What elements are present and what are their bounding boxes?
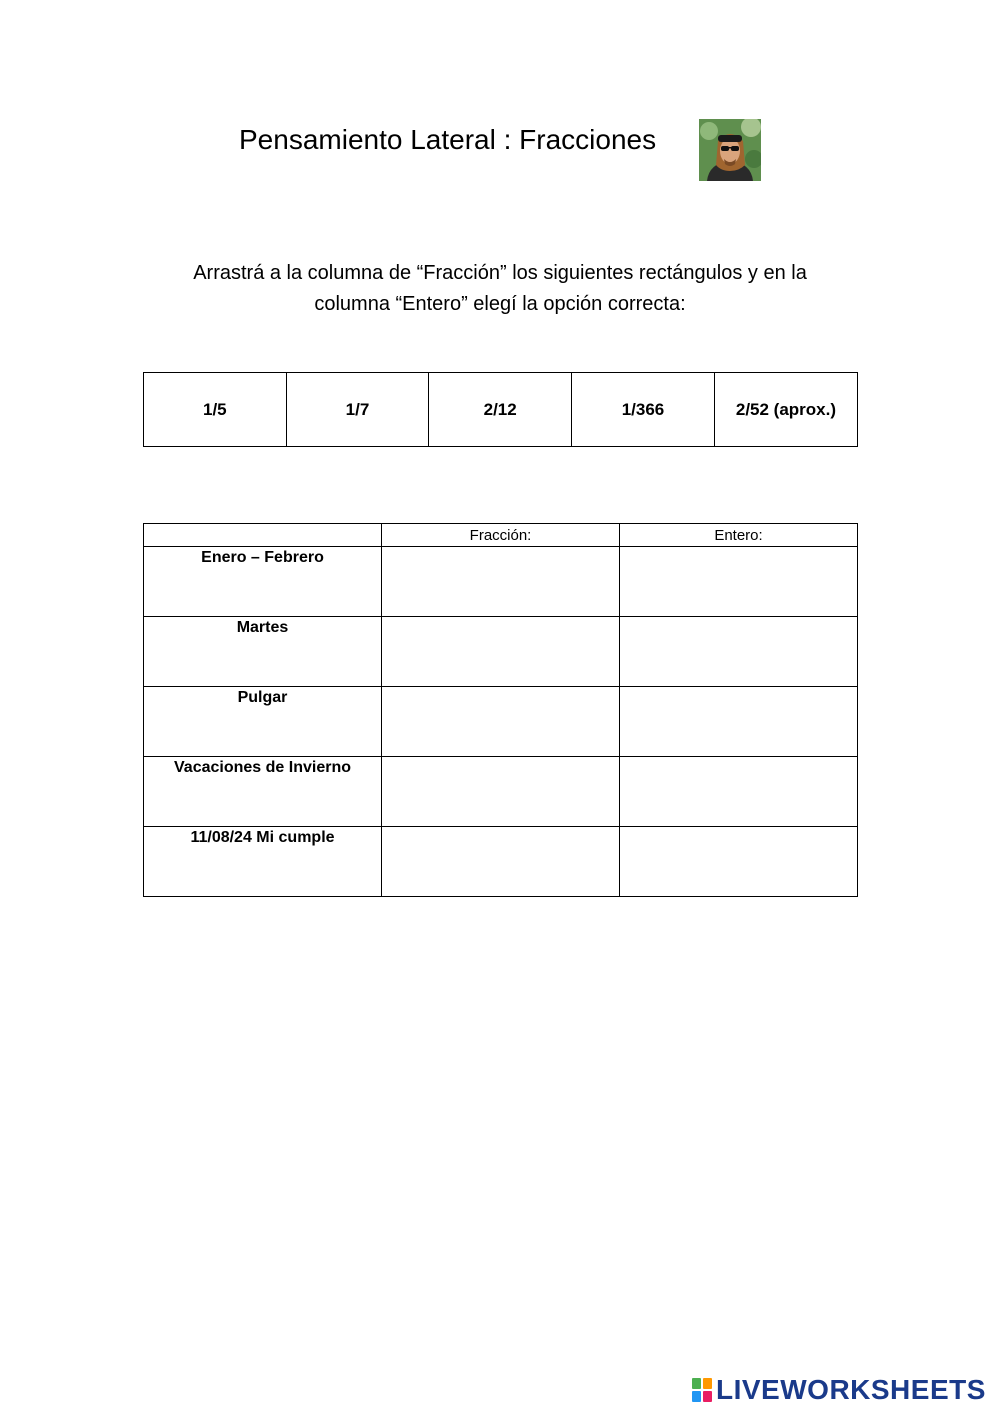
header-entero: Entero: <box>620 524 858 547</box>
row-label: Pulgar <box>144 687 382 757</box>
draggable-fraction-option[interactable]: 1/5 <box>144 373 287 447</box>
liveworksheets-logo-icon <box>692 1378 712 1402</box>
entero-select[interactable] <box>620 827 858 897</box>
instructions <box>140 258 860 320</box>
logo-square <box>703 1378 712 1389</box>
logo-square <box>703 1391 712 1402</box>
fraccion-drop-zone[interactable] <box>382 757 620 827</box>
entero-select[interactable] <box>620 617 858 687</box>
instructions-line-1: Arrastrá a la columna de “Fracción” los siguientes rectángulos y en la <box>193 262 807 284</box>
brand-name: LIVEWORKSHEETS <box>716 1374 986 1405</box>
row-label: 11/08/24 Mi cumple <box>144 827 382 897</box>
fraccion-drop-zone[interactable] <box>382 827 620 897</box>
table-row <box>144 687 858 757</box>
draggable-fraction-option[interactable]: 1/366 <box>572 373 715 447</box>
entero-select[interactable] <box>620 687 858 757</box>
fraccion-drop-zone[interactable] <box>382 617 620 687</box>
page-title: Pensamiento Lateral : Fracciones <box>239 124 657 155</box>
logo-square <box>692 1378 701 1389</box>
row-label: Enero – Febrero <box>144 547 382 617</box>
entero-select[interactable] <box>620 547 858 617</box>
row-label: Martes <box>144 617 382 687</box>
table-row <box>144 757 858 827</box>
table-row <box>144 547 858 617</box>
row-label: Vacaciones de Invierno <box>144 757 382 827</box>
draggable-fraction-option[interactable]: 2/52 (aprox.) <box>714 373 857 447</box>
header-empty <box>144 524 382 547</box>
liveworksheets-brand <box>692 1376 986 1404</box>
instructions-line-2: columna “Entero” elegí la opción correcta: <box>314 293 686 315</box>
fraccion-drop-zone[interactable] <box>382 687 620 757</box>
logo-square <box>692 1391 701 1402</box>
header-fraccion: Fracción: <box>382 524 620 547</box>
draggable-fraction-option[interactable]: 2/12 <box>429 373 572 447</box>
table-row <box>144 827 858 897</box>
answer-table <box>143 523 858 897</box>
entero-select[interactable] <box>620 757 858 827</box>
author-avatar <box>699 119 761 181</box>
draggable-fraction-option[interactable]: 1/7 <box>286 373 429 447</box>
table-row <box>144 617 858 687</box>
fraction-options-table <box>143 372 858 447</box>
fraccion-drop-zone[interactable] <box>382 547 620 617</box>
